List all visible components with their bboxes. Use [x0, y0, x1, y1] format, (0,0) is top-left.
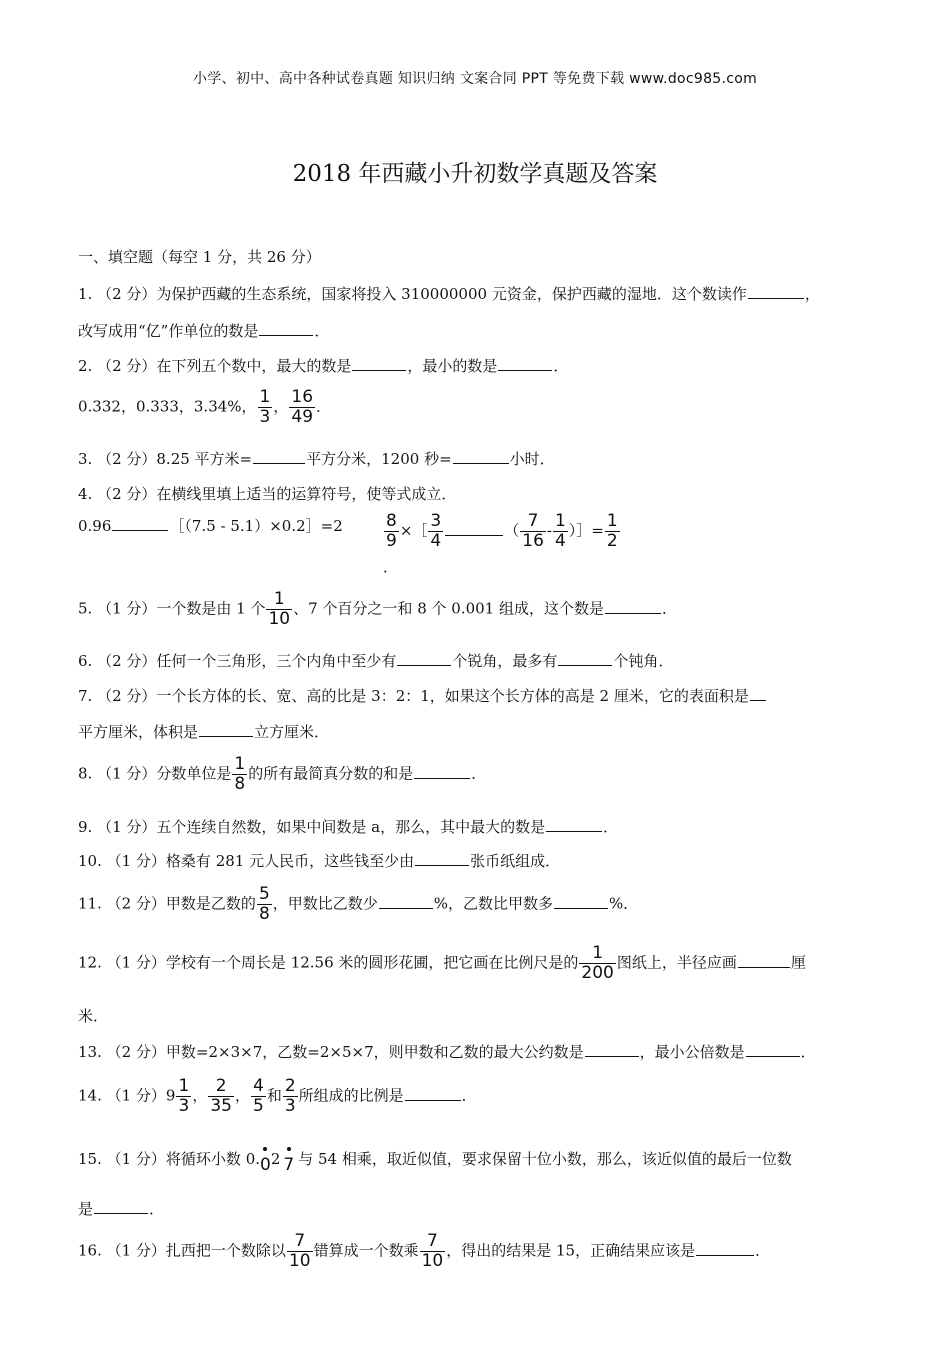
fraction: $\frac{4}{5}$ [252, 1076, 264, 1116]
answer-blank[interactable] [585, 1042, 639, 1057]
answer-blank[interactable] [445, 521, 503, 536]
question-11: 11. （2 分）甲数是乙数的 $\frac{5}{8}$ ，甲数比乙数少 %，乙数比甲数多 %． [78, 884, 639, 924]
fraction: $\frac{1}{3}$ [259, 387, 271, 427]
question-2: 2. （2 分）在下列五个数中，最大的数是 ，最小的数是 ． [78, 357, 569, 375]
answer-blank[interactable] [259, 321, 313, 336]
question-4-expression-2: $\frac{8}{9}$ ×［ $\frac{3}{4}$ （ $\frac{7}{16}$ - $\frac{1}{4}$ ）］= $\frac{1}{2}$ [386, 511, 618, 551]
answer-blank[interactable] [498, 356, 552, 371]
question-9: 9. （1 分）五个连续自然数，如果中间数是 a，那么，其中最大的数是 ． [78, 818, 619, 836]
answer-blank[interactable] [112, 516, 168, 531]
question-5: 5. （1 分）一个数是由 1 个 $\frac{1}{10}$ 、7 个百分之一和 8 个 0.001 组成，这个数是 ． [78, 589, 678, 629]
fraction: $\frac{7}{10}$ [288, 1231, 311, 1271]
answer-blank[interactable] [94, 1199, 148, 1214]
question-4: 4. （2 分）在横线里填上适当的运算符号，使等式成立． [78, 485, 457, 503]
fraction: $\frac{2}{3}$ [284, 1076, 296, 1116]
fraction: $\frac{5}{8}$ [258, 884, 270, 924]
question-13: 13. （2 分）甲数=2×3×7，乙数=2×5×7，则甲数和乙数的最大公约数是 ，最小公倍数是 ． [78, 1043, 816, 1061]
answer-blank[interactable] [696, 1241, 754, 1256]
answer-blank[interactable] [453, 449, 509, 464]
site-header: 小学、初中、高中各种试卷真题 知识归纳 文案合同 PPT 等免费下载 www.doc985.com [192, 71, 758, 87]
answer-blank[interactable] [748, 284, 804, 299]
page-title: 2018 年西藏小升初数学真题及答案 [292, 161, 658, 187]
answer-blank[interactable] [253, 449, 305, 464]
question-1-line-2: 改写成用“亿”作单位的数是 ． [78, 322, 330, 340]
question-7-line-1: 7. （2 分）一个长方体的长、宽、高的比是 3：2：1，如果这个长方体的高是 2 厘米，它的表面积是 [78, 685, 767, 706]
question-12-line-2: 米． [78, 1007, 109, 1025]
answer-blank[interactable] [397, 651, 451, 666]
answer-blank[interactable] [605, 599, 661, 614]
question-3: 3. （2 分）8.25 平方米= 平方分米，1200 秒= 小时． [78, 450, 555, 468]
fraction: $\frac{1}{8}$ [234, 754, 246, 794]
answer-blank[interactable] [558, 651, 612, 666]
answer-blank[interactable] [379, 894, 433, 909]
fraction: $\frac{7}{16}$ [522, 511, 544, 551]
fraction: $\frac{7}{10}$ [421, 1231, 444, 1271]
question-10: 10. （1 分）格桑有 281 元人民币，这些钱至少由 张币纸组成． [78, 852, 561, 870]
fraction: $\frac{2}{35}$ [210, 1076, 232, 1116]
answer-blank[interactable] [746, 1042, 800, 1057]
question-14: 14. （1 分）9 $\frac{1}{3}$ ， $\frac{2}{35}$ ， $\frac{4}{5}$ 和 $\frac{2}{3}$ 所组成的比例是 ． [78, 1076, 477, 1116]
answer-blank[interactable] [738, 953, 790, 968]
question-7-line-2: 平方厘米，体积是 立方厘米． [78, 723, 330, 741]
question-15-line-2: 是 ． [78, 1200, 165, 1218]
fraction: $\frac{1}{200}$ [581, 943, 614, 983]
answer-blank[interactable] [405, 1086, 461, 1101]
fraction: $\frac{16}{49}$ [291, 387, 314, 427]
question-1-line-1: 1. （2 分）为保护西藏的生态系统，国家将投入 310000000 元资金，保护西藏的湿地．这个数读作 ， [78, 285, 820, 303]
question-12-line-1: 12. （1 分）学校有一个周长是 12.56 米的圆形花圃，把它画在比例尺是的 $\frac{1}{200}$ 图纸上，半径应画 厘 [78, 943, 806, 983]
question-2-numbers: 0.332，0.333，3.34%， $\frac{1}{3}$ ， $\frac{16}{49}$ ． [78, 387, 332, 427]
question-4-expression-1: 0.96 ［（7.5 - 5.1）×0.2］=2 [78, 517, 343, 535]
answer-blank[interactable] [199, 722, 253, 737]
answer-blank[interactable] [546, 817, 602, 832]
question-4-period: ． [383, 558, 399, 576]
answer-blank[interactable] [352, 356, 406, 371]
question-8: 8. （1 分）分数单位是 $\frac{1}{8}$ 的所有最简真分数的和是 ． [78, 754, 487, 794]
fraction: $\frac{3}{4}$ [430, 511, 442, 551]
fraction: $\frac{8}{9}$ [386, 511, 397, 551]
fraction: $\frac{1}{4}$ [554, 511, 566, 551]
question-6: 6. （2 分）任何一个三角形，三个内角中至少有 个锐角，最多有 个钝角． [78, 652, 674, 670]
repeating-digit-0: 0 [260, 1155, 271, 1175]
section-heading: 一、填空题（每空 1 分，共 26 分） [78, 248, 321, 266]
answer-blank[interactable] [414, 764, 470, 779]
answer-blank[interactable] [750, 686, 766, 701]
fraction: $\frac{1}{2}$ [606, 511, 618, 551]
repeating-digit-7: 7 [283, 1155, 295, 1175]
answer-blank[interactable] [415, 851, 469, 866]
question-16: 16. （1 分）扎西把一个数除以 $\frac{7}{10}$ 错算成一个数乘 $\frac{7}{10}$ ，得出的结果是 15，正确结果应该是 ． [78, 1231, 771, 1271]
answer-blank[interactable] [554, 894, 608, 909]
fraction: $\frac{1}{3}$ [178, 1076, 190, 1116]
question-15-line-1: 15. （1 分）将循环小数 0.02 7 与 54 相乘，取近似值，要求保留十位小数，那么，该近似值的最后一位数 [78, 1150, 792, 1175]
fraction: $\frac{1}{10}$ [268, 589, 291, 629]
